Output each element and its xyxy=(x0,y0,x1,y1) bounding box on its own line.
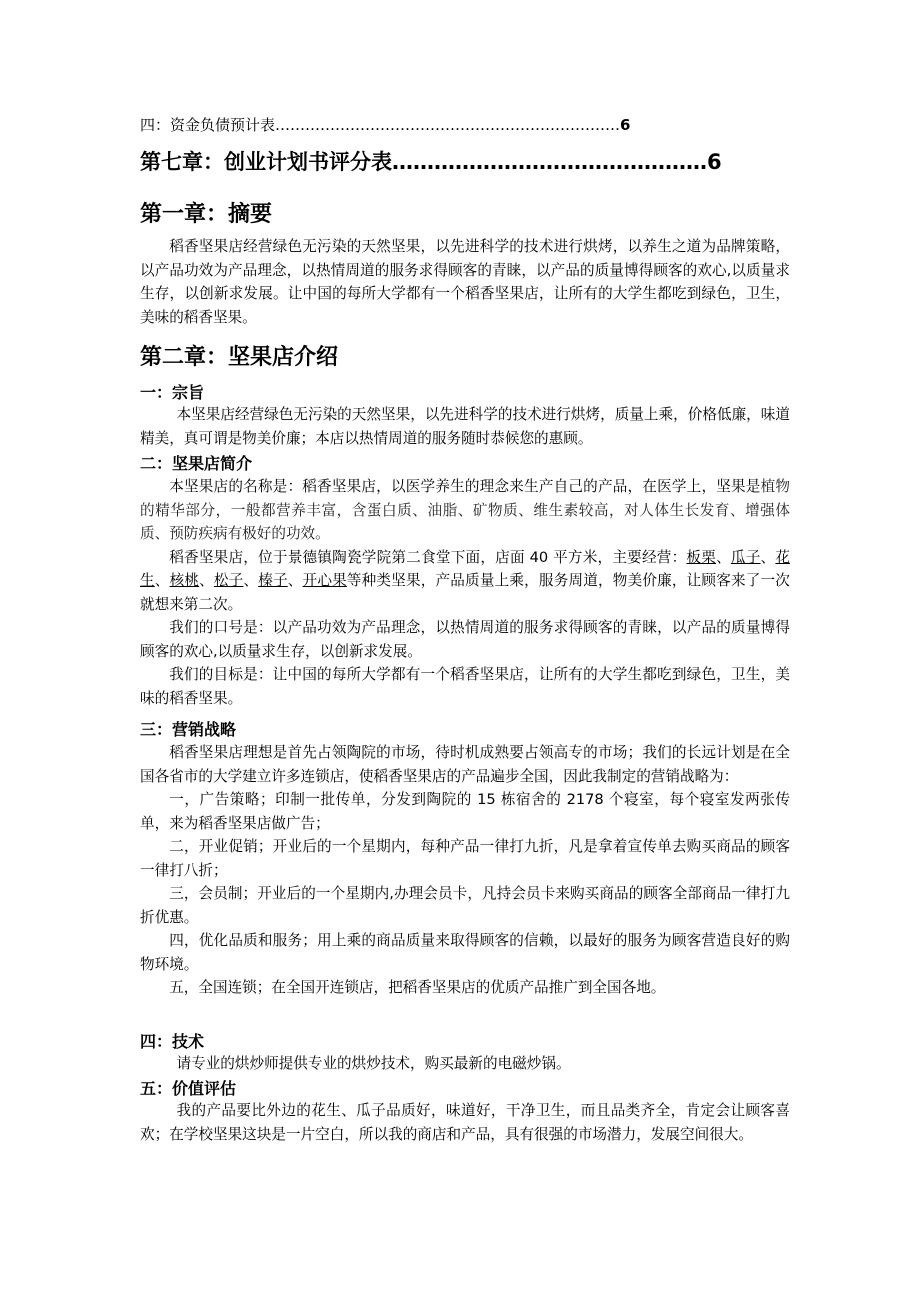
toc-line-chapter7[interactable] xyxy=(140,146,722,176)
marketing-item-chain: 五，全国连锁；在全国开连锁店，把稻香坚果店的优质产品推广到全国各地。 xyxy=(169,979,666,996)
nuts-trailing-text: 等种类坚果，产品质量上乘，服务周道，物美价廉，让顾客来了一次就想来第二次。 xyxy=(140,572,790,613)
toc-label: 第七章：创业计划书评分表 xyxy=(140,150,392,174)
intro-paragraph-goal: 我们的目标是：让中国的每所大学都有一个稻香坚果店，让所有的大学生都吃到绿色，卫生，美味的稻香坚果。 xyxy=(140,666,790,707)
section-marketing-title: 三：营销战略 xyxy=(140,720,237,739)
separator: 、 xyxy=(243,572,259,589)
toc-dots: ……………………………………… xyxy=(392,150,707,174)
intro-paragraph-2 xyxy=(140,546,790,617)
chapter1-body xyxy=(140,235,790,329)
toc-line-balance-sheet[interactable] xyxy=(140,114,630,135)
intro-text-a: 本坚果店的名称是：稻香坚果店，以医学养生的理念来生产自己的产品，在医学上，坚果是 xyxy=(169,478,761,495)
marketing-item-membership: 三，会员制；开业后的一个星期内,办理会员卡，凡持会员卡来购买商品的顾客全部商品一律打九折优惠。 xyxy=(140,885,790,926)
section-intro-body xyxy=(140,475,790,710)
separator: 、 xyxy=(287,572,303,589)
separator: 、 xyxy=(760,548,776,566)
intro-text-b: 植物的精华部分，一般都营养丰富，含蛋白质、油脂、矿物质、维生素较高，对人体生长发育、增强体质、预防疾病有极好的功效。 xyxy=(140,478,790,542)
separator: 、 xyxy=(199,572,214,589)
toc-dots: …………………………………………………………… xyxy=(275,116,621,134)
marketing-item-quality: 四，优化品质和服务；用上乘的商品质量来取得顾客的信赖，以最好的服务为顾客营造良好的购物环境。 xyxy=(140,932,790,973)
section-purpose-title: 一：宗旨 xyxy=(140,383,205,402)
nut-item: 开心果 xyxy=(302,572,347,589)
toc-page-number: 6 xyxy=(707,150,722,174)
chapter1-title: 第一章：摘要 xyxy=(140,202,273,227)
section-purpose-body xyxy=(140,403,790,450)
toc-label: 四：资金负债预计表 xyxy=(140,116,276,134)
separator: 、 xyxy=(154,572,170,589)
nut-item: 松子 xyxy=(213,572,244,589)
section-value-title: 五：价值评估 xyxy=(140,1079,237,1098)
chapter2-title: 第二章：坚果店介绍 xyxy=(140,345,339,370)
nut-item: 榛子 xyxy=(258,572,288,589)
nut-item: 花生 xyxy=(140,548,790,589)
section-marketing-body xyxy=(140,741,790,1000)
section-intro-title: 二：坚果店简介 xyxy=(140,454,253,473)
tech-paragraph: 请专业的烘炒师提供专业的烘炒技术，购买最新的电磁炒锅。 xyxy=(176,1055,571,1072)
value-paragraph: 我的产品要比外边的花生、瓜子品质好，味道好，干净卫生，而且品类齐全，肯定会让顾客喜欢；在学校坚果这块是一片空白，所以我的商店和产品，具有很强的市场潜力，发展空间很大。 xyxy=(140,1102,790,1143)
marketing-item-promotion: 二，开业促销；开业后的一个星期内，每种产品一律打九折，凡是拿着宣传单去购买商品的顾客一律打八折； xyxy=(140,838,790,879)
abstract-paragraph: 稻香坚果店经营绿色无污染的天然坚果，以先进科学的技术进行烘烤，以养生之道为品牌策略，以产品功效为产品理念，以热情周道的服务求得顾客的青睐，以产品的质量博得顾客的欢心,以质量求生存，以创新求发展。让中国的每所大学都有一个稻香坚果店，让所有的大学生都吃到绿色，卫生，美味的稻香坚果。 xyxy=(140,238,790,326)
toc-page-number: 6 xyxy=(620,116,631,134)
intro-paragraph-1 xyxy=(140,475,790,546)
nut-item: 核桃 xyxy=(169,572,200,589)
section-tech-body xyxy=(140,1052,790,1076)
marketing-paragraph-intro: 稻香坚果店理想是首先占领陶院的市场，待时机成熟要占领高专的市场；我们的长远计划是在全国各省市的大学建立许多连锁店，使稻香坚果店的产品遍步全国，因此我制定的营销战略为： xyxy=(140,744,790,785)
purpose-paragraph: 本坚果店经营绿色无污染的天然坚果，以先进科学的技术进行烘烤，质量上乘，价格低廉，味道精美，真可谓是物美价廉；本店以热情周道的服务随时恭候您的惠顾。 xyxy=(140,406,790,447)
marketing-item-advertising: 一，广告策略；印制一批传单，分发到陶院的 15 栋宿舍的 2178 个寝室，每个寝室发两张传单，来为稻香坚果店做广告； xyxy=(140,791,790,832)
nut-item: 瓜子 xyxy=(730,548,761,566)
section-value-body xyxy=(140,1099,790,1146)
nut-item: 板栗 xyxy=(686,548,717,566)
separator: 、 xyxy=(716,548,731,566)
location-text: 稻香坚果店，位于景德镇陶瓷学院第二食堂下面，店面 40 平方米，主要经营： xyxy=(169,548,687,566)
section-tech-title: 四：技术 xyxy=(140,1032,205,1051)
intro-paragraph-slogan: 我们的口号是：以产品功效为产品理念，以热情周道的服务求得顾客的青睐，以产品的质量博得顾客的欢心,以质量求生存，以创新求发展。 xyxy=(140,619,790,660)
